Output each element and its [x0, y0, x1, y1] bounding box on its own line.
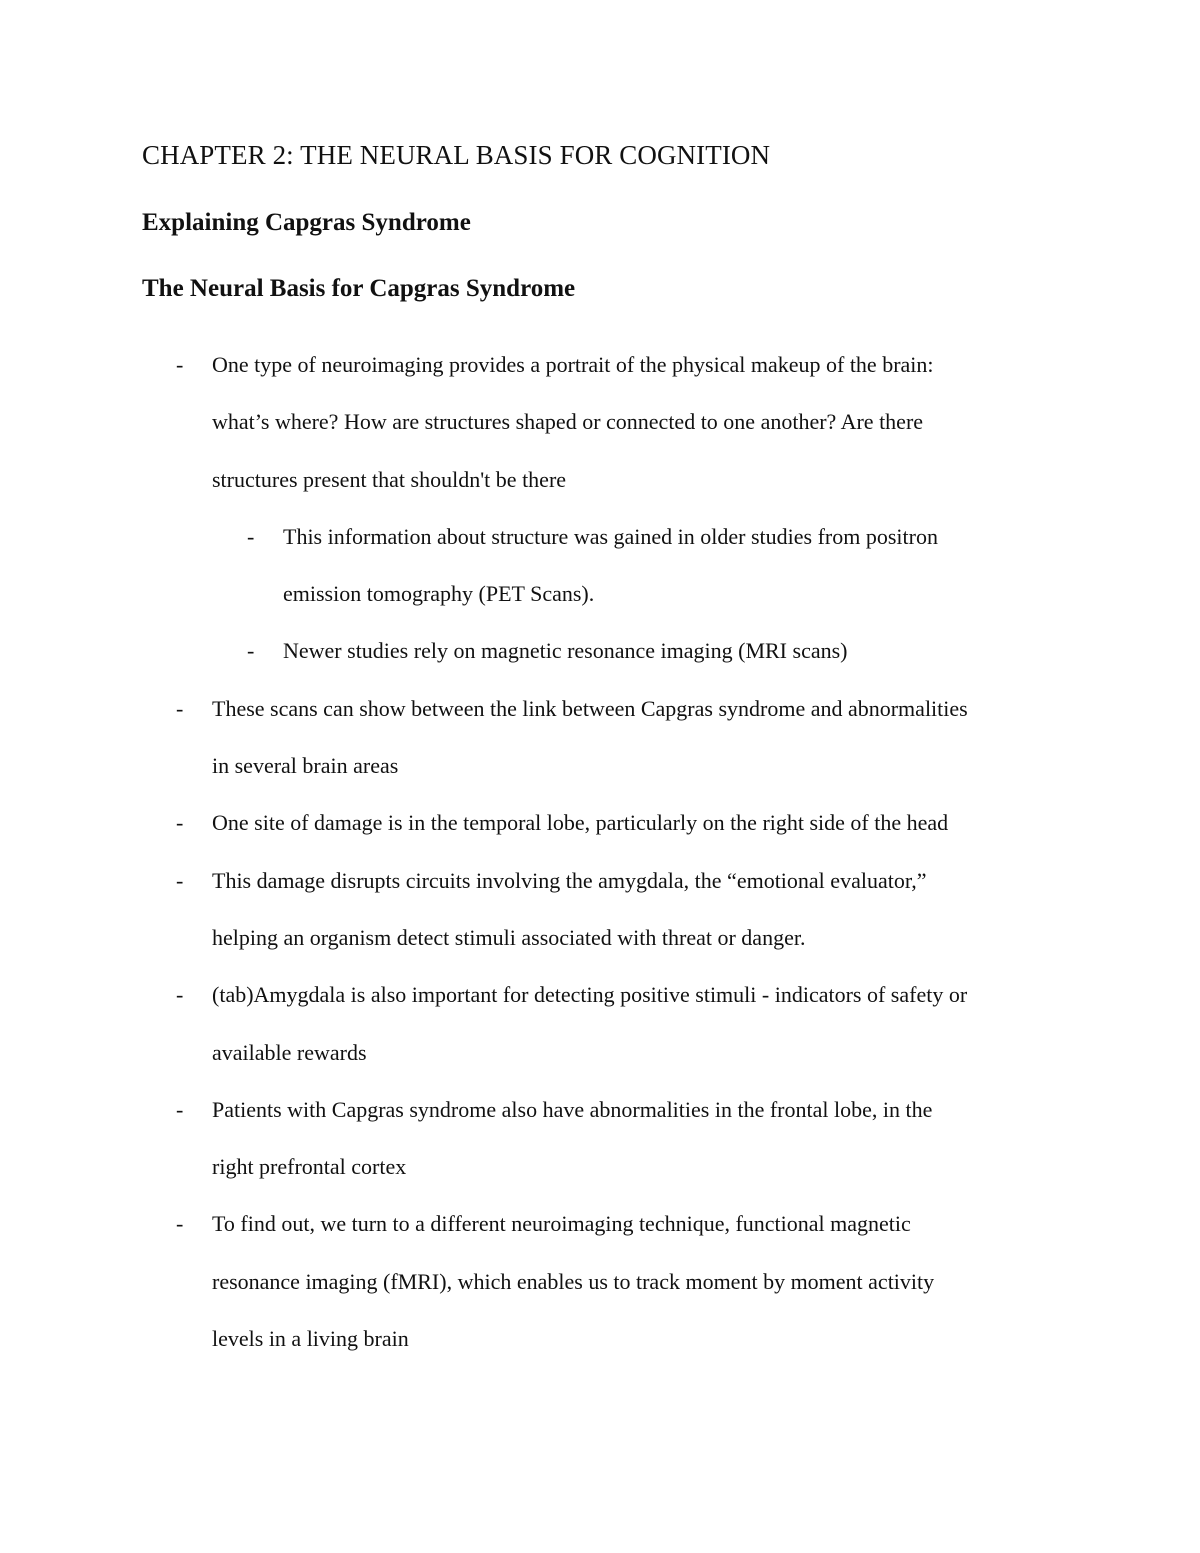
bullet-item — [0, 1081, 1200, 1196]
bullet-text: Newer studies rely on magnetic resonance imaging (MRI scans) — [283, 638, 848, 664]
bullet-dash: - — [176, 1211, 184, 1237]
bullet-text: This information about structure was gained in older studies from positron emission tomography (PET Scans). — [283, 523, 938, 607]
bullet-dash: - — [176, 810, 184, 836]
section-heading: Explaining Capgras Syndrome — [142, 209, 471, 236]
bullet-dash: - — [176, 867, 184, 893]
bullet-item — [0, 794, 1200, 851]
bullet-text: Patients with Capgras syndrome also have abnormalities in the frontal lobe, in the right prefrontal cortex — [212, 1096, 933, 1180]
bullet-item — [0, 680, 1200, 795]
subsection-heading: The Neural Basis for Capgras Syndrome — [142, 275, 576, 302]
bullet-dash: - — [176, 352, 184, 377]
sub-bullet-item — [0, 508, 1200, 623]
bullet-text: (tab)Amygdala is also important for detecting positive stimuli - indicators of safety or available rewards — [212, 982, 968, 1065]
bullet-dash: - — [247, 638, 255, 664]
bullet-dash: - — [176, 1096, 184, 1122]
bullet-list — [0, 336, 1200, 1367]
bullet-item — [0, 1195, 1200, 1367]
bullet-item — [0, 966, 1200, 1081]
bullet-dash: - — [176, 982, 184, 1008]
bullet-text: These scans can show between the link between Capgras syndrome and abnormalities in several brain areas — [212, 695, 968, 779]
sub-bullet-item — [0, 622, 1200, 679]
bullet-text: To find out, we turn to a different neuroimaging technique, functional magnetic resonance imaging (fMRI), which enables us to track moment by moment activity levels in a living brain — [212, 1211, 935, 1352]
bullet-item — [0, 852, 1200, 967]
bullet-dash: - — [176, 695, 184, 721]
bullet-text: One type of neuroimaging provides a portrait of the physical makeup of the brain: what’s where? How are structures shaped or connected to one another? Are there structures present that shouldn't be there — [212, 352, 934, 492]
bullet-text: One site of damage is in the temporal lobe, particularly on the right side of the head — [212, 810, 949, 836]
bullet-dash: - — [247, 523, 255, 549]
chapter-title: CHAPTER 2: THE NEURAL BASIS FOR COGNITION — [142, 140, 771, 170]
bullet-item — [0, 336, 1200, 508]
bullet-text: This damage disrupts circuits involving the amygdala, the “emotional evaluator,” helping an organism detect stimuli associated with threat or danger. — [212, 867, 927, 950]
